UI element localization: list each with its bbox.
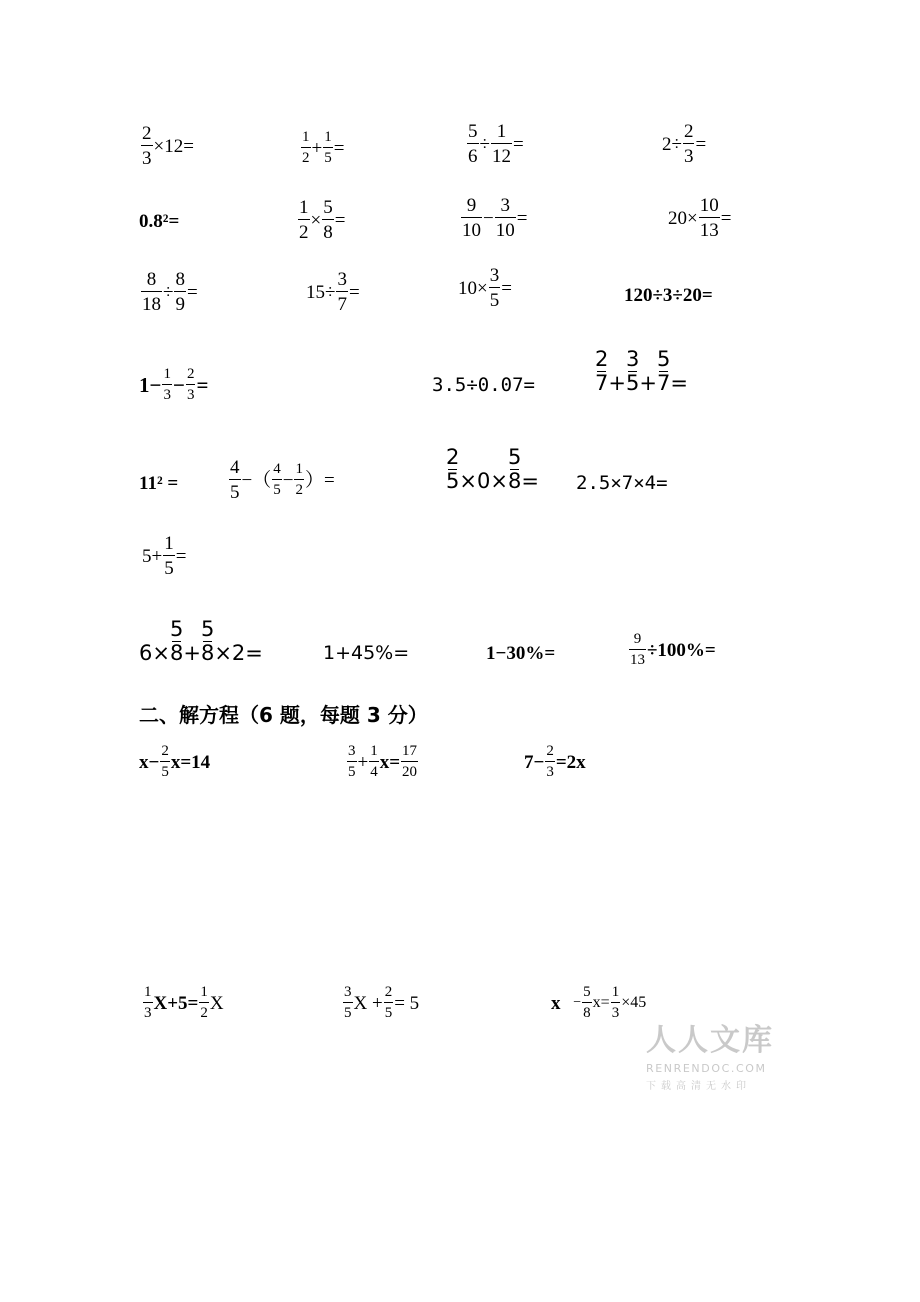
- fraction: $\frac{1}{5}$: [164, 533, 174, 579]
- problem-r5-a: 11² =: [139, 473, 179, 494]
- fraction: $\frac{1}{3}$: [144, 984, 152, 1021]
- problem-r2-c: $\frac{9}{10}$ − $\frac{3}{10}$ =: [462, 195, 528, 241]
- fraction: $\frac{4}{5}$: [230, 457, 240, 503]
- fraction: $\frac{3}{5}$: [344, 984, 352, 1021]
- stacked-fraction: $\frac{3}{5}$: [625, 347, 640, 395]
- fraction: $\frac{9}{10}$: [462, 195, 481, 241]
- problem-r6-a: 5+ $\frac{1}{5}$ =: [142, 533, 187, 579]
- equation-6: x − $\frac{5}{8}$ x= $\frac{1}{3}$ ×45: [551, 984, 647, 1021]
- problem-r3-c: 10× $\frac{3}{5}$ =: [458, 265, 512, 311]
- problem-r5-b: $\frac{4}{5}$ −（ $\frac{4}{5}$ − $\frac{1}{2}$ ）=: [230, 457, 335, 503]
- fraction: $\frac{8}{18}$: [142, 269, 161, 315]
- problem-r2-b: $\frac{1}{2}$ × $\frac{5}{8}$ =: [299, 197, 346, 243]
- problem-r7-b: 1+45%=: [323, 642, 410, 664]
- fraction: $\frac{4}{5}$: [273, 461, 281, 498]
- fraction: $\frac{5}{6}$: [468, 121, 478, 167]
- fraction: $\frac{1}{4}$: [370, 743, 378, 780]
- fraction: $\frac{3}{5}$: [489, 265, 500, 311]
- equation-1: x− $\frac{2}{5}$ x=14: [139, 743, 211, 780]
- fraction: $\frac{3}{10}$: [495, 195, 515, 241]
- problem-r1-d: 2÷ $\frac{2}{3}$ =: [662, 121, 707, 167]
- problem-r7-a: 6× $\frac{5}{8}+$ $\frac{5}{8}\times 2=$: [139, 617, 263, 665]
- problem-r4-c: $\frac{2}{7}+$ $\frac{3}{5}+$ $\frac{5}{7}=$: [595, 347, 688, 395]
- watermark-tagline: 下载高清无水印: [646, 1081, 751, 1092]
- fraction: $\frac{1}{2}$: [299, 197, 309, 243]
- watermark: [646, 1015, 774, 1092]
- fraction: $\frac{17}{20}$: [402, 743, 418, 780]
- section-heading: 二、解方程（6 题，每题 3 分）: [139, 703, 428, 727]
- fraction: $\frac{1}{2}$: [302, 129, 310, 166]
- fraction: $\frac{2}{5}$: [161, 743, 169, 780]
- stacked-fraction: $\frac{5}{7}$: [656, 347, 671, 395]
- fraction: $\frac{2}{3}$: [186, 366, 195, 403]
- problem-r4-b: 3.5÷0.07=: [432, 374, 535, 396]
- problem-r1-c: $\frac{5}{6}$ ÷ $\frac{1}{12}$ =: [468, 121, 524, 167]
- watermark-site: RENRENDOC.COM: [646, 1062, 767, 1075]
- fraction: $\frac{3}{5}$: [348, 743, 356, 780]
- fraction: $\frac{5}{8}$: [323, 197, 333, 243]
- fraction: $\frac{1}{2}$: [200, 984, 208, 1021]
- stacked-fraction: $\frac{5}{8}$: [169, 617, 184, 665]
- problem-r4-a: 1− $\frac{1}{3}$ − $\frac{2}{3}$ =: [139, 366, 209, 403]
- fraction: $\frac{1}{5}$: [324, 129, 332, 166]
- fraction: $\frac{3}{7}$: [337, 269, 347, 315]
- fraction: $\frac{1}{2}$: [295, 461, 303, 498]
- fraction: $\frac{1}{3}$: [611, 984, 620, 1021]
- problem-r3-d: 120÷3÷20=: [624, 285, 713, 306]
- problem-r5-d: 2.5×7×4=: [576, 472, 668, 494]
- fraction: $\frac{2}{3}$: [546, 743, 554, 780]
- problem-r2-a: 0.8²=: [139, 211, 180, 232]
- equation-2: $\frac{3}{5}$ + $\frac{1}{4}$ x= $\frac{17}{20}$: [348, 743, 418, 780]
- problem-r1-a: $\frac{2}{3}$ ×12=: [142, 123, 194, 169]
- problem-r1-b: $\frac{1}{2}$ + $\frac{1}{5}$ =: [302, 129, 345, 166]
- problem-r7-c: 1−30%=: [486, 643, 556, 664]
- equation-5: $\frac{3}{5}$ X + $\frac{2}{5}$ = 5: [344, 984, 420, 1021]
- fraction: $\frac{1}{3}$: [163, 366, 171, 403]
- fraction: $\frac{10}{13}$: [699, 195, 719, 241]
- fraction: $\frac{9}{13}$: [630, 631, 645, 668]
- problem-r5-c: $\frac{2}{5}\times 0\times$ $\frac{5}{8}=$: [446, 445, 539, 493]
- watermark-brand: 人人文库: [646, 1023, 774, 1058]
- fraction: $\frac{2}{3}$: [683, 121, 694, 167]
- stacked-fraction: $\frac{5}{8}$: [507, 445, 522, 493]
- equation-4: $\frac{1}{3}$ X+5= $\frac{1}{2}$ X: [144, 984, 224, 1021]
- stacked-fraction: $\frac{2}{5}$: [446, 445, 460, 493]
- fraction: $\frac{5}{8}$: [583, 984, 591, 1021]
- problem-r3-b: 15÷ $\frac{3}{7}$ =: [306, 269, 360, 315]
- fraction: $\frac{2}{5}$: [384, 984, 393, 1021]
- fraction: $\frac{2}{3}$: [142, 123, 152, 169]
- problem-r7-d: $\frac{9}{13}$ ÷100%=: [630, 631, 716, 668]
- fraction: $\frac{1}{12}$: [491, 121, 511, 167]
- problem-r3-a: $\frac{8}{18}$ ÷ $\frac{8}{9}$ =: [142, 269, 198, 315]
- stacked-fraction: $\frac{5}{8}$: [200, 617, 215, 665]
- equation-3: 7− $\frac{2}{3}$ =2x: [524, 743, 586, 780]
- stacked-fraction: $\frac{2}{7}$: [595, 347, 609, 395]
- fraction: $\frac{8}{9}$: [175, 269, 185, 315]
- problem-r2-d: 20× $\frac{10}{13}$ =: [668, 195, 732, 241]
